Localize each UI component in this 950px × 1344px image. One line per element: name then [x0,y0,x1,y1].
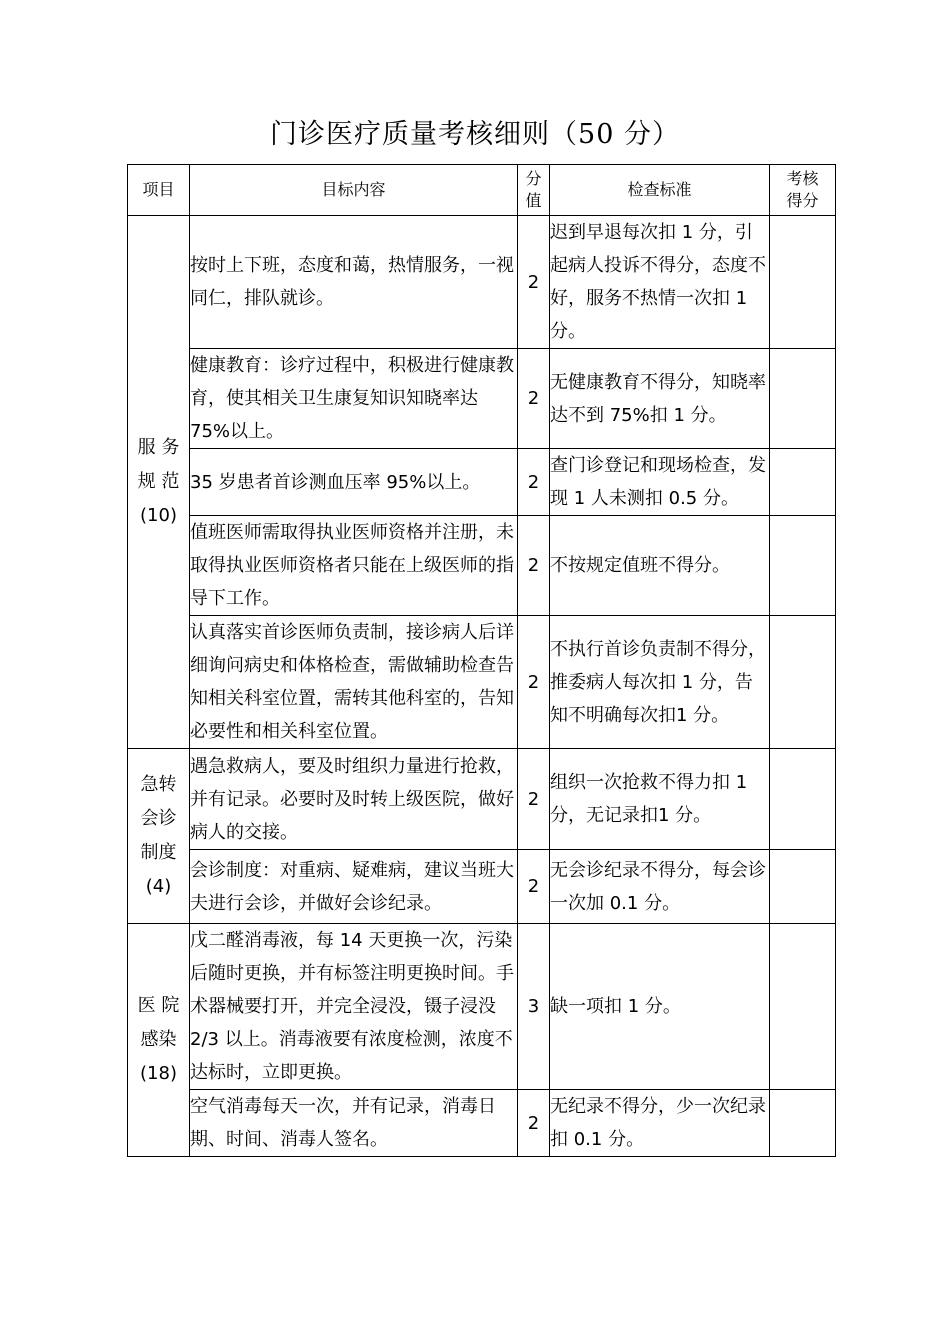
row-standard: 无纪录不得分，少一次纪录扣 0.1 分。 [550,1090,770,1157]
row-content: 健康教育：诊疗过程中，积极进行健康教育，使其相关卫生康复知识知晓率达 75%以上。 [190,349,518,449]
row-result-cell[interactable] [770,924,836,1090]
table-row [128,449,836,516]
header-row [128,165,836,216]
group-label-service: 服 务 规 范 (10) [128,216,190,749]
table-row [128,749,836,850]
row-score: 2 [518,1090,550,1157]
row-content: 戊二醛消毒液，每 14 天更换一次，污染后随时更换，并有标签注明更换时间。手术器械要打开，并完全浸没，镊子浸没 2/3 以上。消毒液要有浓度检测，浓度不达标时，立即更换。 [190,924,518,1090]
row-result-cell[interactable] [770,516,836,616]
row-score: 2 [518,216,550,349]
row-standard: 缺一项扣 1 分。 [550,924,770,1090]
row-content: 35 岁患者首诊测血压率 95%以上。 [190,449,518,516]
row-content: 空气消毒每天一次，并有记录，消毒日期、时间、消毒人签名。 [190,1090,518,1157]
row-standard: 组织一次抢救不得力扣 1 分，无记录扣1 分。 [550,749,770,850]
group-label-referral: 急转 会诊 制度 (4) [128,749,190,924]
header-content: 目标内容 [190,165,518,216]
row-result-cell[interactable] [770,216,836,349]
table-row [128,850,836,924]
header-score: 分值 [518,165,550,216]
page-title: 门诊医疗质量考核细则（50 分） [270,119,680,150]
header-item: 项目 [128,165,190,216]
row-score: 2 [518,349,550,449]
row-score: 2 [518,749,550,850]
row-result-cell[interactable] [770,1090,836,1157]
table-row [128,924,836,1090]
table-row [128,349,836,449]
table-row [128,1090,836,1157]
row-score: 2 [518,516,550,616]
row-score: 2 [518,449,550,516]
row-result-cell[interactable] [770,749,836,850]
table-row [128,616,836,749]
row-standard: 不按规定值班不得分。 [550,516,770,616]
row-result-cell[interactable] [770,850,836,924]
row-content: 会诊制度：对重病、疑难病，建议当班大夫进行会诊，并做好会诊纪录。 [190,850,518,924]
row-standard: 无会诊纪录不得分，每会诊一次加 0.1 分。 [550,850,770,924]
row-standard: 无健康教育不得分，知晓率达不到 75%扣 1 分。 [550,349,770,449]
table-row [128,516,836,616]
row-result-cell[interactable] [770,349,836,449]
header-result: 考核得分 [770,165,836,216]
row-standard: 不执行首诊负责制不得分，推委病人每次扣 1 分，告知不明确每次扣1 分。 [550,616,770,749]
row-standard: 迟到早退每次扣 1 分，引起病人投诉不得分，态度不好，服务不热情一次扣 1 分。 [550,216,770,349]
row-result-cell[interactable] [770,616,836,749]
row-content: 值班医师需取得执业医师资格并注册，未取得执业医师资格者只能在上级医师的指导下工作。 [190,516,518,616]
row-score: 2 [518,850,550,924]
assessment-table [127,164,836,1157]
table-row [128,216,836,349]
row-result-cell[interactable] [770,449,836,516]
row-content: 按时上下班，态度和蔼，热情服务，一视同仁，排队就诊。 [190,216,518,349]
row-score: 2 [518,616,550,749]
header-standard: 检查标准 [550,165,770,216]
row-content: 遇急救病人，要及时组织力量进行抢救，并有记录。必要时及时转上级医院，做好病人的交接。 [190,749,518,850]
group-label-infection: 医 院 感染 (18) [128,924,190,1157]
row-standard: 查门诊登记和现场检查，发现 1 人未测扣 0.5 分。 [550,449,770,516]
row-content: 认真落实首诊医师负责制，接诊病人后详细询问病史和体格检查，需做辅助检查告知相关科室位置，需转其他科室的，告知必要性和相关科室位置。 [190,616,518,749]
row-score: 3 [518,924,550,1090]
